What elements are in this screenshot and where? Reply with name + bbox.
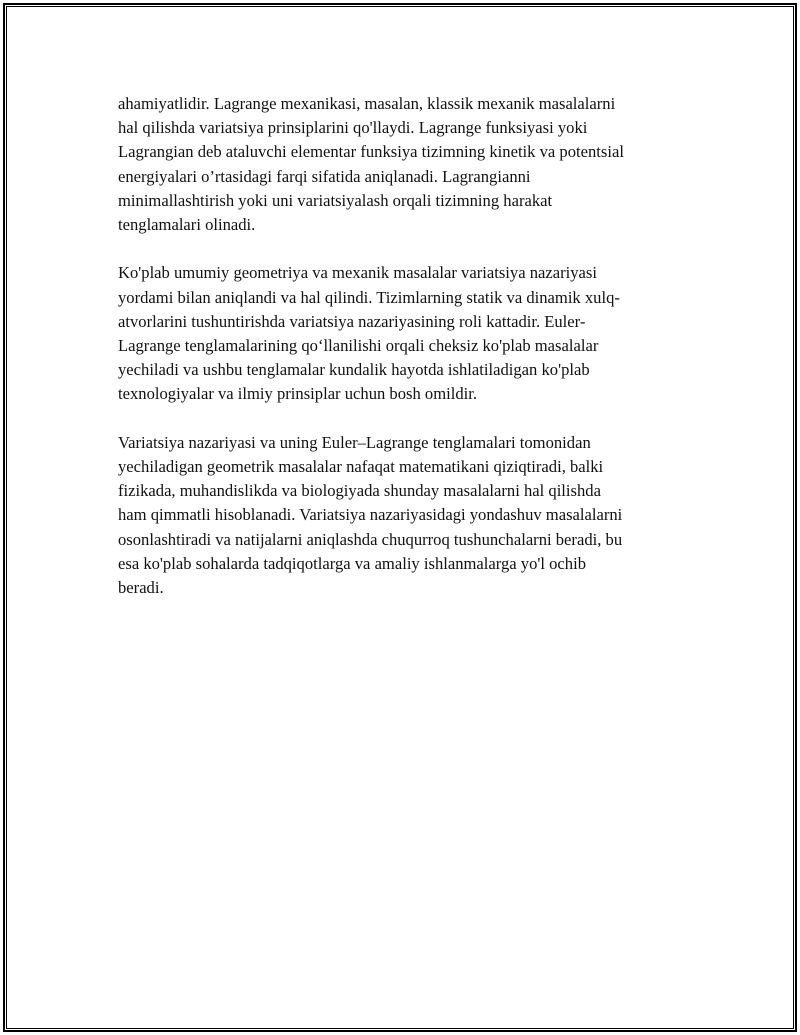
paragraph-2: Ko'plab umumiy geometriya va mexanik masalalar variatsiya nazariyasi yordami bilan aniqlandi va hal qilindi. Tizimlarning statik va dinamik xulq- atvorlarini tushuntirishda variatsiya nazariyasining roli kattadir. Euler- Lagrange tenglamalarining qo‘llanilishi orqali cheksiz ko'plab masalalar yechiladi va ushbu tenglamalar kundalik hayotda ishlatiladigan ko'plab texnologiyalar va ilmiy prinsiplar uchun bosh omildir.: [118, 263, 620, 404]
paragraph-3: Variatsiya nazariyasi va uning Euler–Lagrange tenglamalari tomonidan yechiladigan geometrik masalalar nafaqat matematikani qiziqtiradi, balki fizikada, muhandislikda va biologiyada shunday masalalarni hal qilishda ham qimmatli hisoblanadi. Variatsiya nazariyasidagi yondashuv masalalarni osonlashtiradi va natijalarni aniqlashda chuqurroq tushunchalarni beradi, bu esa ko'plab sohalarda tadqiqotlarga va amaliy ishlanmalarga yo'l ochib beradi.: [118, 432, 623, 598]
document-body: [118, 92, 686, 624]
paragraph-1: ahamiyatlidir. Lagrange mexanikasi, masalan, klassik mexanik masalalarni hal qilishda variatsiya prinsiplarini qo'llaydi. Lagrange funksiyasi yoki Lagrangian deb ataluvchi elementar funksiya tizimning kinetik va potentsial energiyalari o’rtasidagi farqi sifatida aniqlanadi. Lagrangianni minimallashtirish yoki uni variatsiyalash orqali tizimning harakat tenglamalari olinadi.: [118, 94, 624, 235]
